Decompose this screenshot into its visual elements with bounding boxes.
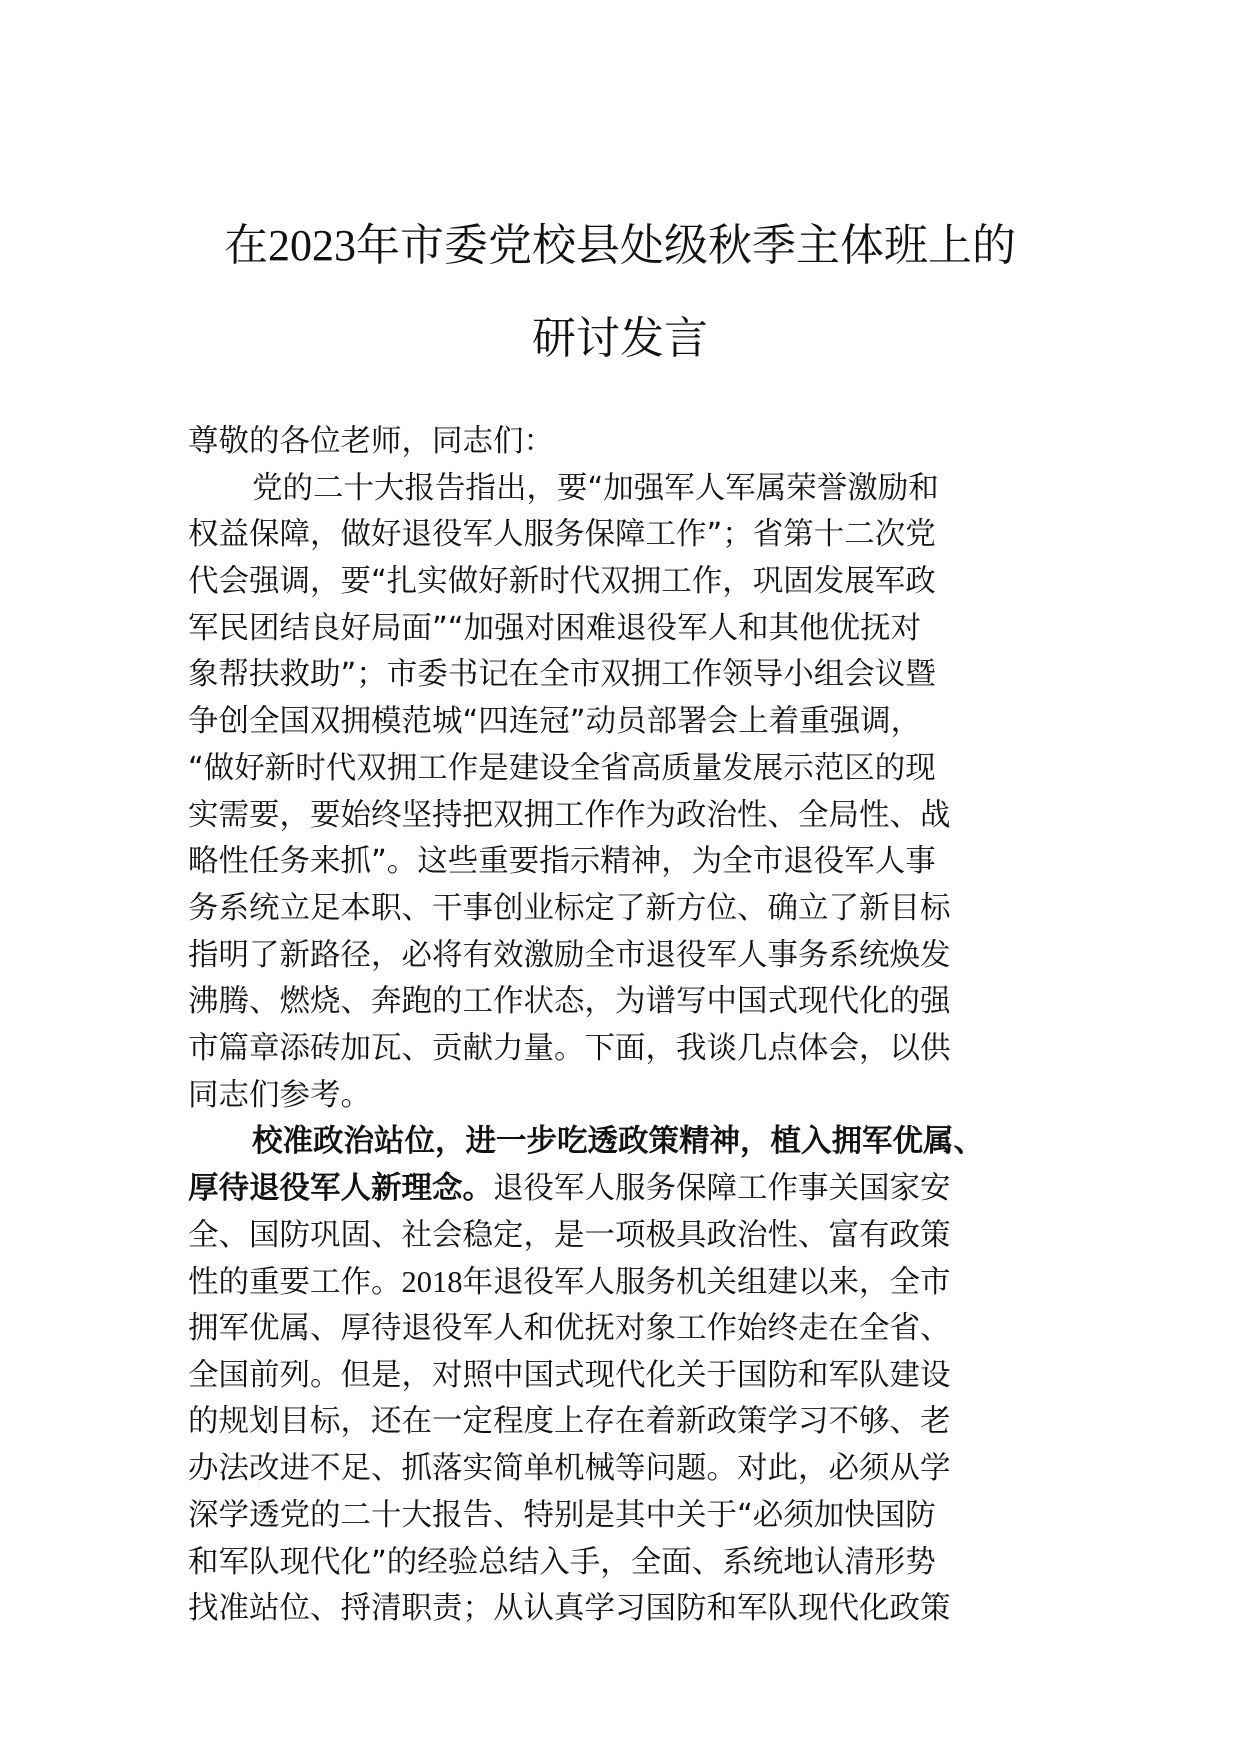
paragraph-1-line: 争创全国双拥模范城“四连冠”动员部署会上着重强调， xyxy=(188,704,922,740)
paragraph-2-line xyxy=(188,1166,1068,1213)
title-year: 2023 xyxy=(268,221,356,270)
paragraph-1-line: 同志们参考。 xyxy=(188,1077,371,1113)
document-title-line-2: 研讨发言 xyxy=(532,313,708,364)
paragraph-1-line: 市篇章添砖加瓦、贡献力量。下面，我谈几点体会，以供 xyxy=(188,1030,951,1066)
paragraph-2-line: 和军队现代化”的经验总结入手，全面、系统地认清形势 xyxy=(188,1544,936,1580)
paragraph-1-line: 略性任务来抓”。这些重要指示精神，为全市退役军人事 xyxy=(188,844,936,880)
paragraph-2-line: 拥军优属、厚待退役军人和优抚对象工作始终走在全省、 xyxy=(188,1311,951,1347)
title-prefix: 在 xyxy=(224,220,268,271)
paragraph-1-line: 军民团结良好局面”“加强对困难退役军人和其他优抚对 xyxy=(188,610,922,646)
paragraph-1-line: “做好新时代双拥工作是建设全省高质量发展示范区的现 xyxy=(188,750,936,786)
paragraph-2-text: 性的重要工作。 xyxy=(188,1265,402,1301)
paragraph-2-line: 深学透党的二十大报告、特别是其中关于“必须加快国防 xyxy=(188,1497,936,1533)
paragraph-2-line: 的规划目标，还在一定程度上存在着新政策学习不够、老 xyxy=(188,1404,951,1440)
paragraph-2-line: 找准站位、捋清职责；从认真学习国防和军队现代化政策 xyxy=(188,1591,951,1627)
paragraph-2-heading-end: 厚待退役军人新理念。 xyxy=(188,1171,493,1206)
paragraph-1-line: 代会强调，要“扎实做好新时代双拥工作，巩固发展军政 xyxy=(188,564,936,600)
paragraph-2-year: 2018 xyxy=(401,1265,463,1300)
paragraph-1-line: 象帮扶救助”；市委书记在全市双拥工作领导小组会议暨 xyxy=(188,657,936,693)
paragraph-2-text: 退役军人服务保障工作事关国家安 xyxy=(493,1171,951,1206)
paragraph-2-line: 全国前列。但是，对照中国式现代化关于国防和军队建设 xyxy=(188,1357,951,1393)
paragraph-1-line: 沸腾、燃烧、奔跑的工作状态，为谱写中国式现代化的强 xyxy=(188,984,951,1020)
paragraph-1-line: 党的二十大报告指出，要“加强军人军属荣誉激励和 xyxy=(252,470,939,506)
document-title-line-1 xyxy=(140,216,1100,276)
paragraph-2-line: 办法改进不足、抓落实简单机械等问题。对此，必须从学 xyxy=(188,1451,951,1487)
paragraph-1-line: 务系统立足本职、干事创业标定了新方位、确立了新目标 xyxy=(188,890,951,926)
paragraph-1-line: 权益保障，做好退役军人服务保障工作”；省第十二次党 xyxy=(188,517,936,553)
salutation: 尊敬的各位老师，同志们： xyxy=(188,424,554,459)
paragraph-2-text: 年退役军人服务机关组建以来，全市 xyxy=(462,1265,951,1301)
paragraph-2-heading: 校准政治站位，进一步吃透政策精神，植入拥军优属、 xyxy=(252,1124,984,1160)
paragraph-1-line: 实需要，要始终坚持把双拥工作作为政治性、全局性、战 xyxy=(188,797,951,833)
document-body xyxy=(188,419,1068,1633)
paragraph-2-line xyxy=(188,1259,1068,1306)
paragraph-1-line: 指明了新路径，必将有效激励全市退役军人事务系统焕发 xyxy=(188,937,951,973)
paragraph-2-line: 全、国防巩固、社会稳定，是一项极具政治性、富有政策 xyxy=(188,1217,951,1253)
title-suffix: 年市委党校县处级秋季主体班上的 xyxy=(356,220,1016,271)
